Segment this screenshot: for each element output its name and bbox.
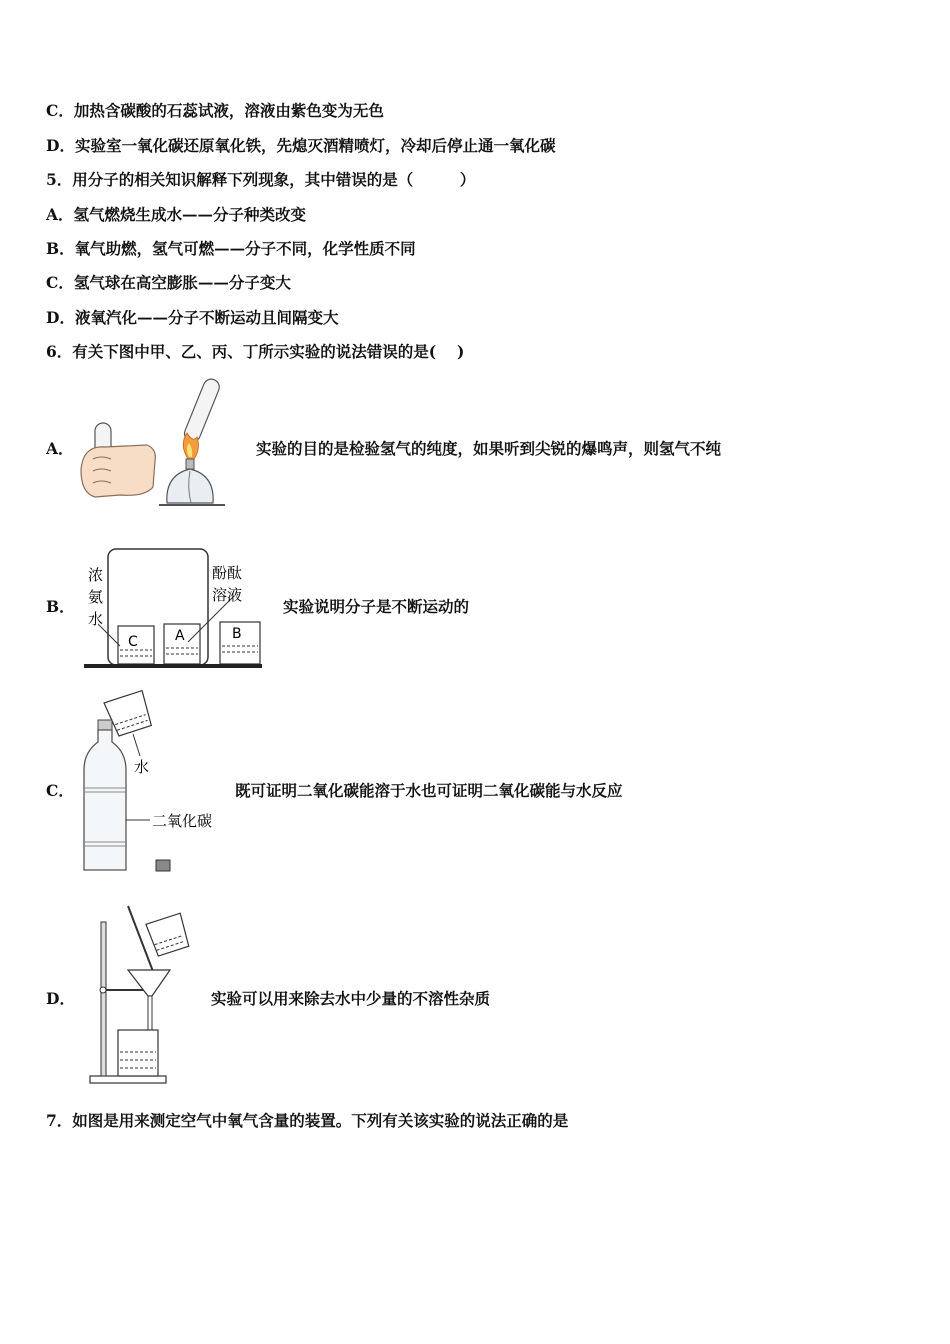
ammonia-label-1: 浓 [88,566,104,584]
hydrogen-purity-test-figure [75,375,235,515]
co2-bottle-figure [78,692,228,880]
beaker-b-label: B [232,626,242,642]
q6-d-description: 实验可以用来除去水中少量的不溶性杂质 [211,989,491,1008]
q6-a-label: A． [46,439,74,458]
q6-b-label: B． [46,597,75,616]
phenolphthalein-label-2: 溶液 [212,586,243,604]
q6-c-label: C． [46,781,74,800]
water-label: 水 [134,758,150,776]
q5-option-c: C．氢气球在高空膨胀——分子变大 [46,273,291,292]
co2-label: 二氧化碳 [152,812,213,830]
q5-option-d: D．液氧汽化——分子不断运动且间隔变大 [46,308,339,327]
ammonia-label-3: 水 [88,610,104,628]
q6-b-description: 实验说明分子是不断运动的 [283,597,470,616]
q6-d-label: D． [46,989,75,1008]
phenolphthalein-label-1: 酚酞 [212,564,243,582]
q6-stem: 6．有关下图中甲、乙、丙、丁所示实验的说法错误的是( ) [46,342,465,361]
q6-c-description: 既可证明二氧化碳能溶于水也可证明二氧化碳能与水反应 [235,781,623,800]
q4-option-d: D．实验室一氧化碳还原氧化铁，先熄灭酒精喷灯，冷却后停止通一氧化碳 [46,136,556,155]
q5-stem: 5．用分子的相关知识解释下列现象，其中错误的是（ ） [46,170,476,189]
ammonia-label-2: 氨 [88,588,104,606]
q4-option-c: C．加热含碳酸的石蕊试液，溶液由紫色变为无色 [46,101,384,120]
filtration-figure [88,904,198,1086]
beaker-a-label: A [175,628,185,644]
q7-stem: 7．如图是用来测定空气中氧气含量的装置。下列有关该实验的说法正确的是 [46,1111,569,1130]
q6-a-description: 实验的目的是检验氢气的纯度，如果听到尖锐的爆鸣声，则氢气不纯 [256,439,722,458]
q5-option-a: A．氢气燃烧生成水——分子种类改变 [46,205,307,224]
beaker-c-label: C [128,634,138,650]
q5-option-b: B．氧气助燃，氢气可燃——分子不同，化学性质不同 [46,239,416,258]
molecule-motion-figure [84,546,274,672]
